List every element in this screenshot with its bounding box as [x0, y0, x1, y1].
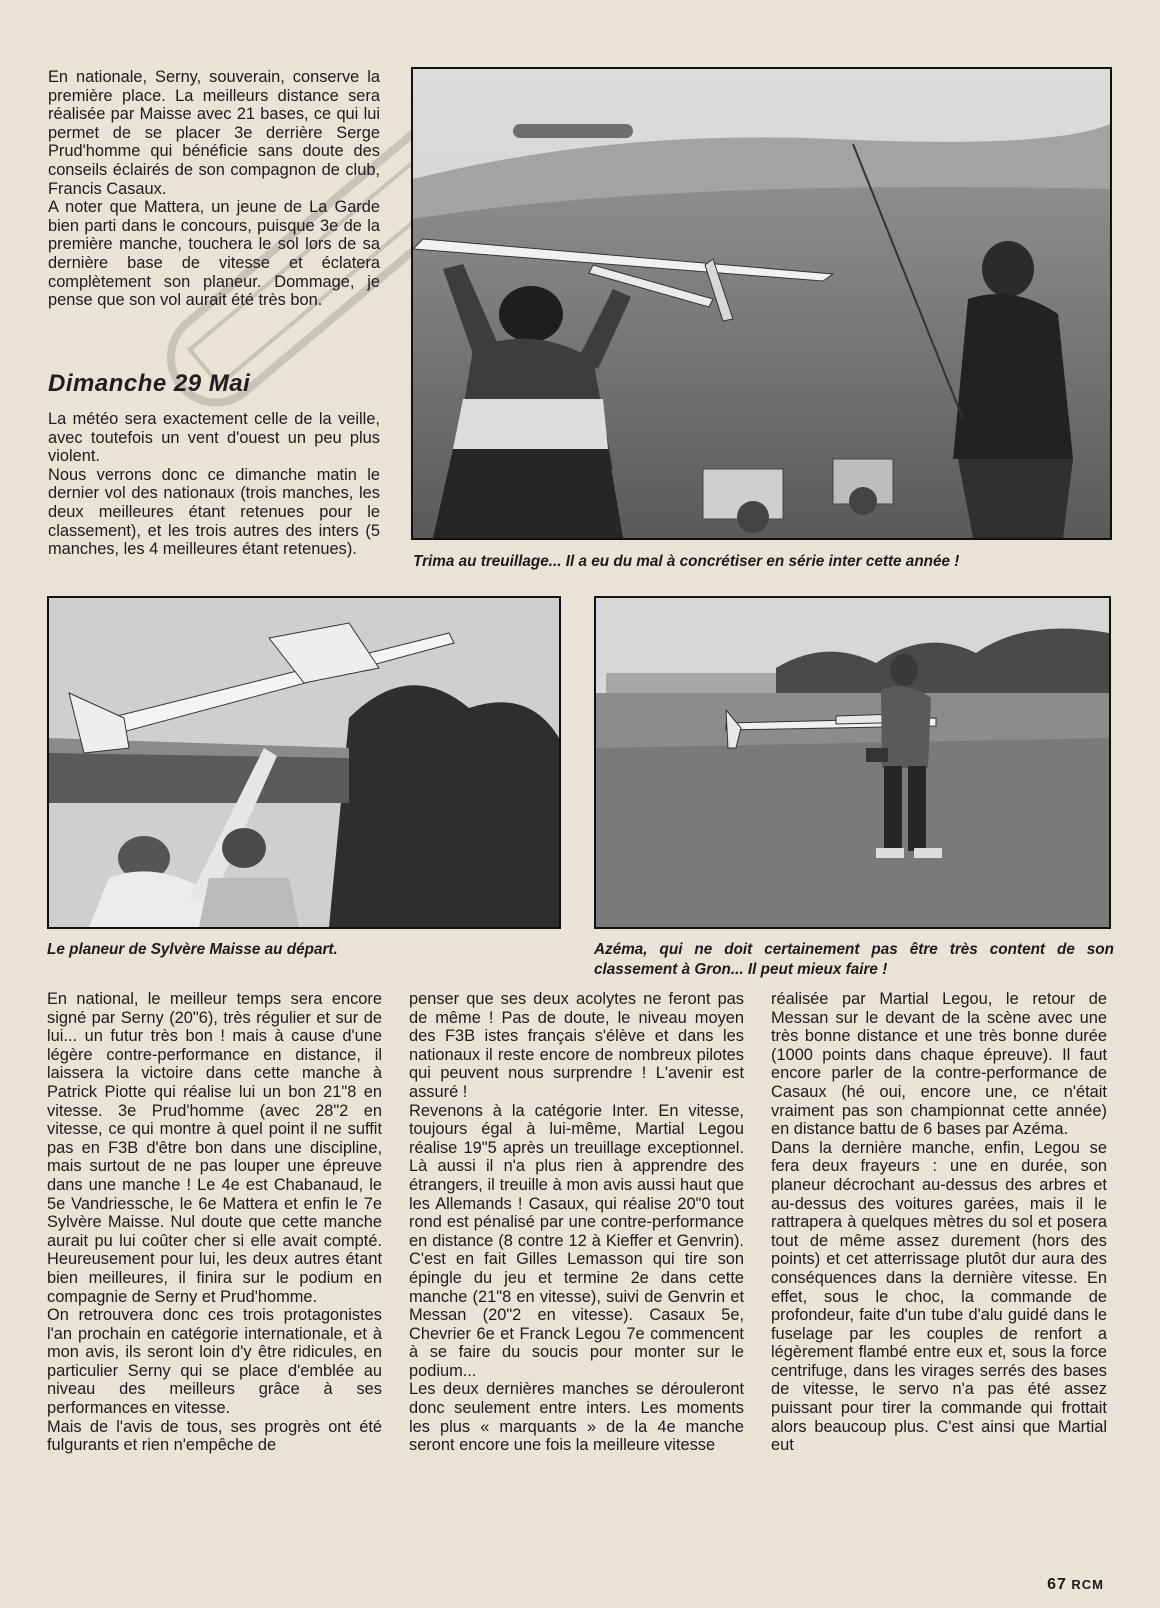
magazine-name: RCM	[1071, 1577, 1104, 1592]
column-1	[47, 990, 382, 1455]
column-2	[409, 990, 744, 1455]
paragraph: La météo sera exactement celle de la veille, avec toutefois un vent d'ouest un peu plus violent.	[48, 410, 380, 466]
paragraph: Dans la dernière manche, enfin, Legou se fera deux frayeurs : une en durée, son planeur décrochant au-dessus des arbres et au-dessus des voitures garées, mais il le rattrapera à quelques mètres du sol et posera tout de même assez durement (hors des points) et cet atterrissage plutôt dur aura des conséquences dans la dernière vitesse. En effet, sous le choc, la commande de profondeur, faite d'un tube d'alu guidé dans le fuselage par les couples de renfort a légèrement flambé entre eux et, sous la force centrifuge, dans les virages serrés des bases de vitesse, le servo n'a pas été assez puissant pour tirer la commande qui frottait alors beaucoup plus. C'est ainsi que Martial eut	[771, 1138, 1107, 1455]
section-text	[48, 410, 380, 559]
paragraph: Mais de l'avis de tous, ses progrès ont été fulgurants et rien n'empêche de	[47, 1417, 382, 1455]
paragraph: penser que ses deux acolytes ne feront pas de même ! Pas de doute, le niveau moyen des F3B istes français s'élève et dans les nationaux il reste encore de nombreux pilotes qui peuvent nous surprendre ! L'avenir est assuré !	[409, 990, 744, 1101]
photo-glider-launch	[47, 596, 561, 929]
paragraph: En nationale, Serny, souverain, conserve la première place. La meilleurs distance sera réalisée par Maisse avec 21 bases, ce qui lui permet de se placer 3e derrière Serge Prud'homme qui bénéficie sans doute des conseils éclairés de son compagnon de club, Francis Casaux.	[48, 68, 380, 198]
page-footer	[1047, 1576, 1104, 1594]
page-number: 67	[1047, 1576, 1067, 1593]
paragraph: En national, le meilleur temps sera encore signé par Serny (20"6), très régulier et sur de lui... un futur très bon ! mais à cause d'une légère contre-performance en distance, il laissera la victoire dans cette manche à Patrick Piotte qui réalise lui un bon 21"8 en vitesse. 3e Prud'homme (avec 28"2 en vitesse, ce qui montre à quel point il ne suffit pas en F3B d'être bon dans une discipline, mais surtout de ne pas louper une épreuve dans une manche ! Le 4e est Chabanaud, le 5e Vandriessche, le 6e Mattera et enfin le 7e Sylvère Maisse. Nul doute que cette manche aurait pu lui coûter cher si elle avait compté. Heureusement pour lui, les deux autres étant bien meilleures, il finira sur le podium en compagnie de Serny et Prud'homme.	[47, 990, 382, 1306]
caption-photo-2: Le planeur de Sylvère Maisse au départ.	[47, 941, 338, 958]
intro-text	[48, 68, 380, 310]
column-3	[771, 990, 1107, 1455]
paragraph: Nous verrons donc ce dimanche matin le dernier vol des nationaux (trois manches, les deux meilleures étant retenues pour le classement), et les trois autres des inters (5 manches, les 4 meilleures étant retenues).	[48, 465, 380, 559]
paragraph: réalisée par Martial Legou, le retour de Messan sur le devant de la scène avec une très bonne distance et une très bonne durée (1000 points dans chaque épreuve). Il faut encore parler de la contre-performance de Casaux (hé oui, encore une, ce n'était vraiment pas son championnat cette année) en distance battu de 6 bases par Azéma.	[771, 990, 1107, 1139]
caption-photo-1: Trima au treuillage... Il a eu du mal à concrétiser en série inter cette année !	[413, 553, 960, 570]
paragraph: Revenons à la catégorie Inter. En vitesse, toujours égal à lui-même, Martial Legou réalise 19"5 après un treuillage exceptionnel. Là aussi il n'a plus rien à apprendre des étrangers, il treuille à mon avis aussi haut que les Allemands ! Casaux, qui réalise 20"0 tout rond est pénalisé par une contre-performance en distance (8 contre 12 à Kieffer et Genvrin). C'est en fait Gilles Lemasson qui tire son épingle du jeu et termine 2e dans cette manche (21"8 en vitesse), suivi de Genvrin et Messan (20"2 en vitesse). Casaux 5e, Chevrier 6e et Franck Legou 7e commencent à se faire du soucis pour monter sur le podium...	[409, 1101, 744, 1380]
photo-pilot-field	[594, 596, 1111, 929]
paragraph: Les deux dernières manches se dérouleront donc seulement entre inters. Les moments les plus « marquants » de la 4e manche seront encore une fois la meilleure vitesse	[409, 1380, 744, 1455]
photo-winch-launch	[411, 67, 1112, 540]
caption-photo-3: Azéma, qui ne doit certainement pas être très content de son classement à Gron... Il peut mieux faire !	[594, 941, 1114, 978]
section-heading: Dimanche 29 Mai	[48, 370, 251, 397]
paragraph: A noter que Mattera, un jeune de La Garde bien parti dans le concours, puisque 3e de la première manche, touchera le sol lors de sa dernière base de vitesse et éclatera complètement son planeur. Dommage, je pense que son vol aurait été très bon.	[48, 198, 380, 310]
paragraph: On retrouvera donc ces trois protagonistes l'an prochain en catégorie internationale, et à mon avis, ils seront loin d'y être ridicules, en particulier Serny qui se place d'emblée au niveau des meilleurs grâce à ses performances en vitesse.	[47, 1306, 382, 1418]
